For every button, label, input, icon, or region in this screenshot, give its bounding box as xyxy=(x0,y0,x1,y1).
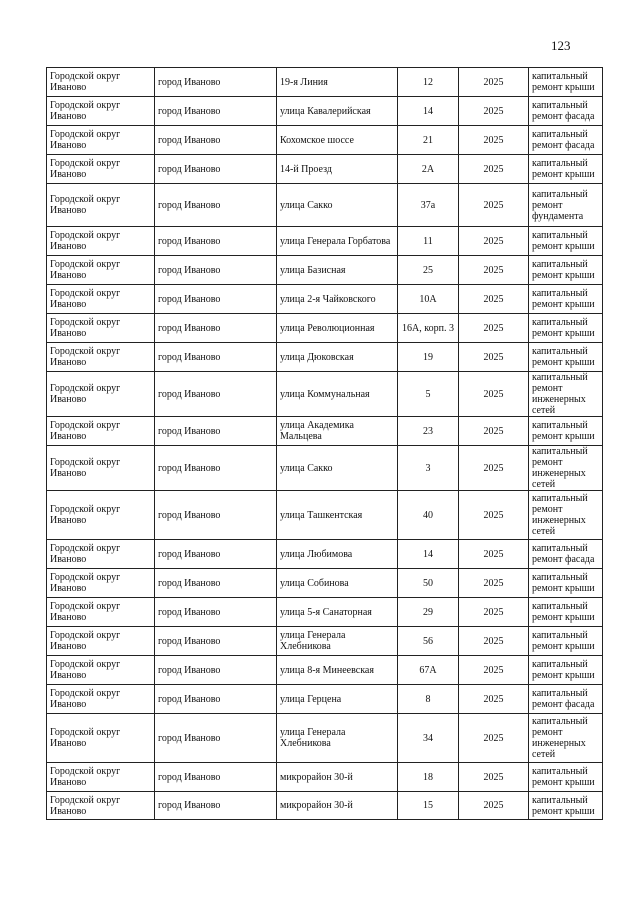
table-row xyxy=(47,155,603,184)
work-type-cell: капитальный ремонт крыши xyxy=(529,792,603,820)
work-type-cell: капитальный ремонт инженерных сетей xyxy=(529,491,603,540)
work-type-cell: капитальный ремонт фасада xyxy=(529,685,603,714)
city-cell: город Иваново xyxy=(155,285,277,314)
year-cell: 2025 xyxy=(459,627,529,656)
house-number-cell: 11 xyxy=(398,227,459,256)
city-cell: город Иваново xyxy=(155,714,277,763)
table-row xyxy=(47,446,603,491)
work-type-cell: капитальный ремонт фасада xyxy=(529,126,603,155)
city-cell: город Иваново xyxy=(155,343,277,372)
house-number-cell: 16А, корп. 3 xyxy=(398,314,459,343)
okrug-cell: Городской округ Иваново xyxy=(47,491,155,540)
city-cell: город Иваново xyxy=(155,569,277,598)
okrug-cell: Городской округ Иваново xyxy=(47,792,155,820)
work-type-cell: капитальный ремонт инженерных сетей xyxy=(529,446,603,491)
okrug-cell: Городской округ Иваново xyxy=(47,314,155,343)
work-type-cell: капитальный ремонт крыши xyxy=(529,343,603,372)
street-cell: улица Революционная xyxy=(277,314,398,343)
work-type-cell: капитальный ремонт крыши xyxy=(529,627,603,656)
city-cell: город Иваново xyxy=(155,155,277,184)
year-cell: 2025 xyxy=(459,314,529,343)
year-cell: 2025 xyxy=(459,540,529,569)
work-type-cell: капитальный ремонт фасада xyxy=(529,97,603,126)
street-cell: улица Собинова xyxy=(277,569,398,598)
house-number-cell: 2А xyxy=(398,155,459,184)
street-cell: улица Коммунальная xyxy=(277,372,398,417)
okrug-cell: Городской округ Иваново xyxy=(47,417,155,446)
year-cell: 2025 xyxy=(459,285,529,314)
page-number: 123 xyxy=(551,38,571,53)
work-type-cell: капитальный ремонт инженерных сетей xyxy=(529,714,603,763)
city-cell: город Иваново xyxy=(155,417,277,446)
table-row xyxy=(47,540,603,569)
table-row xyxy=(47,792,603,820)
okrug-cell: Городской округ Иваново xyxy=(47,656,155,685)
table-row xyxy=(47,184,603,227)
house-number-cell: 67А xyxy=(398,656,459,685)
okrug-cell: Городской округ Иваново xyxy=(47,598,155,627)
street-cell: микрорайон 30-й xyxy=(277,792,398,820)
street-cell: 19-я Линия xyxy=(277,68,398,97)
street-cell: улица Герцена xyxy=(277,685,398,714)
house-number-cell: 23 xyxy=(398,417,459,446)
work-type-cell: капитальный ремонт крыши xyxy=(529,227,603,256)
table-row xyxy=(47,417,603,446)
house-number-cell: 29 xyxy=(398,598,459,627)
house-number-cell: 40 xyxy=(398,491,459,540)
city-cell: город Иваново xyxy=(155,372,277,417)
year-cell: 2025 xyxy=(459,569,529,598)
okrug-cell: Городской округ Иваново xyxy=(47,97,155,126)
house-number-cell: 14 xyxy=(398,540,459,569)
okrug-cell: Городской округ Иваново xyxy=(47,126,155,155)
house-number-cell: 15 xyxy=(398,792,459,820)
house-number-cell: 34 xyxy=(398,714,459,763)
repair-register-table xyxy=(46,67,603,820)
house-number-cell: 19 xyxy=(398,343,459,372)
street-cell: улица Сакко xyxy=(277,184,398,227)
house-number-cell: 25 xyxy=(398,256,459,285)
street-cell: улица Любимова xyxy=(277,540,398,569)
street-cell: микрорайон 30-й xyxy=(277,763,398,792)
okrug-cell: Городской округ Иваново xyxy=(47,68,155,97)
table-row xyxy=(47,598,603,627)
house-number-cell: 10А xyxy=(398,285,459,314)
okrug-cell: Городской округ Иваново xyxy=(47,446,155,491)
table-row xyxy=(47,491,603,540)
table-row xyxy=(47,627,603,656)
city-cell: город Иваново xyxy=(155,598,277,627)
okrug-cell: Городской округ Иваново xyxy=(47,714,155,763)
city-cell: город Иваново xyxy=(155,491,277,540)
city-cell: город Иваново xyxy=(155,184,277,227)
table-row xyxy=(47,685,603,714)
house-number-cell: 18 xyxy=(398,763,459,792)
table-row xyxy=(47,372,603,417)
street-cell: улица Базисная xyxy=(277,256,398,285)
year-cell: 2025 xyxy=(459,97,529,126)
table-row xyxy=(47,68,603,97)
house-number-cell: 5 xyxy=(398,372,459,417)
okrug-cell: Городской округ Иваново xyxy=(47,343,155,372)
year-cell: 2025 xyxy=(459,343,529,372)
city-cell: город Иваново xyxy=(155,314,277,343)
table-row xyxy=(47,714,603,763)
city-cell: город Иваново xyxy=(155,97,277,126)
year-cell: 2025 xyxy=(459,714,529,763)
work-type-cell: капитальный ремонт крыши xyxy=(529,285,603,314)
city-cell: город Иваново xyxy=(155,256,277,285)
work-type-cell: капитальный ремонт инженерных сетей xyxy=(529,372,603,417)
register-body xyxy=(47,68,603,820)
work-type-cell: капитальный ремонт крыши xyxy=(529,314,603,343)
okrug-cell: Городской округ Иваново xyxy=(47,540,155,569)
city-cell: город Иваново xyxy=(155,627,277,656)
okrug-cell: Городской округ Иваново xyxy=(47,227,155,256)
table-row xyxy=(47,285,603,314)
city-cell: город Иваново xyxy=(155,685,277,714)
street-cell: улица Генерала Горбатова xyxy=(277,227,398,256)
house-number-cell: 12 xyxy=(398,68,459,97)
city-cell: город Иваново xyxy=(155,446,277,491)
table-row xyxy=(47,569,603,598)
work-type-cell: капитальный ремонт крыши xyxy=(529,763,603,792)
city-cell: город Иваново xyxy=(155,68,277,97)
year-cell: 2025 xyxy=(459,155,529,184)
city-cell: город Иваново xyxy=(155,227,277,256)
year-cell: 2025 xyxy=(459,372,529,417)
okrug-cell: Городской округ Иваново xyxy=(47,763,155,792)
year-cell: 2025 xyxy=(459,446,529,491)
table-row xyxy=(47,97,603,126)
house-number-cell: 3 xyxy=(398,446,459,491)
okrug-cell: Городской округ Иваново xyxy=(47,685,155,714)
work-type-cell: капитальный ремонт крыши xyxy=(529,569,603,598)
house-number-cell: 21 xyxy=(398,126,459,155)
street-cell: улица 5-я Санаторная xyxy=(277,598,398,627)
work-type-cell: капитальный ремонт фундамента xyxy=(529,184,603,227)
city-cell: город Иваново xyxy=(155,792,277,820)
year-cell: 2025 xyxy=(459,184,529,227)
okrug-cell: Городской округ Иваново xyxy=(47,627,155,656)
year-cell: 2025 xyxy=(459,598,529,627)
okrug-cell: Городской округ Иваново xyxy=(47,184,155,227)
street-cell: улица Ташкентская xyxy=(277,491,398,540)
table-row xyxy=(47,126,603,155)
house-number-cell: 37а xyxy=(398,184,459,227)
street-cell: улица Академика Мальцева xyxy=(277,417,398,446)
okrug-cell: Городской округ Иваново xyxy=(47,155,155,184)
year-cell: 2025 xyxy=(459,256,529,285)
street-cell: улица Дюковская xyxy=(277,343,398,372)
work-type-cell: капитальный ремонт крыши xyxy=(529,598,603,627)
street-cell: улица 8-я Минеевская xyxy=(277,656,398,685)
street-cell: улица Сакко xyxy=(277,446,398,491)
street-cell: улица Генерала Хлебникова xyxy=(277,627,398,656)
street-cell: улица Генерала Хлебникова xyxy=(277,714,398,763)
work-type-cell: капитальный ремонт крыши xyxy=(529,155,603,184)
year-cell: 2025 xyxy=(459,491,529,540)
year-cell: 2025 xyxy=(459,227,529,256)
table-row xyxy=(47,763,603,792)
table-row xyxy=(47,656,603,685)
street-cell: улица 2-я Чайковского xyxy=(277,285,398,314)
work-type-cell: капитальный ремонт фасада xyxy=(529,540,603,569)
work-type-cell: капитальный ремонт крыши xyxy=(529,656,603,685)
okrug-cell: Городской округ Иваново xyxy=(47,256,155,285)
city-cell: город Иваново xyxy=(155,540,277,569)
year-cell: 2025 xyxy=(459,763,529,792)
year-cell: 2025 xyxy=(459,68,529,97)
work-type-cell: капитальный ремонт крыши xyxy=(529,256,603,285)
house-number-cell: 8 xyxy=(398,685,459,714)
year-cell: 2025 xyxy=(459,126,529,155)
year-cell: 2025 xyxy=(459,792,529,820)
street-cell: улица Кавалерийская xyxy=(277,97,398,126)
city-cell: город Иваново xyxy=(155,126,277,155)
okrug-cell: Городской округ Иваново xyxy=(47,372,155,417)
city-cell: город Иваново xyxy=(155,656,277,685)
year-cell: 2025 xyxy=(459,417,529,446)
year-cell: 2025 xyxy=(459,656,529,685)
house-number-cell: 14 xyxy=(398,97,459,126)
okrug-cell: Городской округ Иваново xyxy=(47,569,155,598)
table-row xyxy=(47,314,603,343)
table-row xyxy=(47,256,603,285)
table-row xyxy=(47,343,603,372)
city-cell: город Иваново xyxy=(155,763,277,792)
street-cell: Кохомское шоссе xyxy=(277,126,398,155)
house-number-cell: 56 xyxy=(398,627,459,656)
street-cell: 14-й Проезд xyxy=(277,155,398,184)
table-row xyxy=(47,227,603,256)
year-cell: 2025 xyxy=(459,685,529,714)
work-type-cell: капитальный ремонт крыши xyxy=(529,68,603,97)
house-number-cell: 50 xyxy=(398,569,459,598)
okrug-cell: Городской округ Иваново xyxy=(47,285,155,314)
work-type-cell: капитальный ремонт крыши xyxy=(529,417,603,446)
